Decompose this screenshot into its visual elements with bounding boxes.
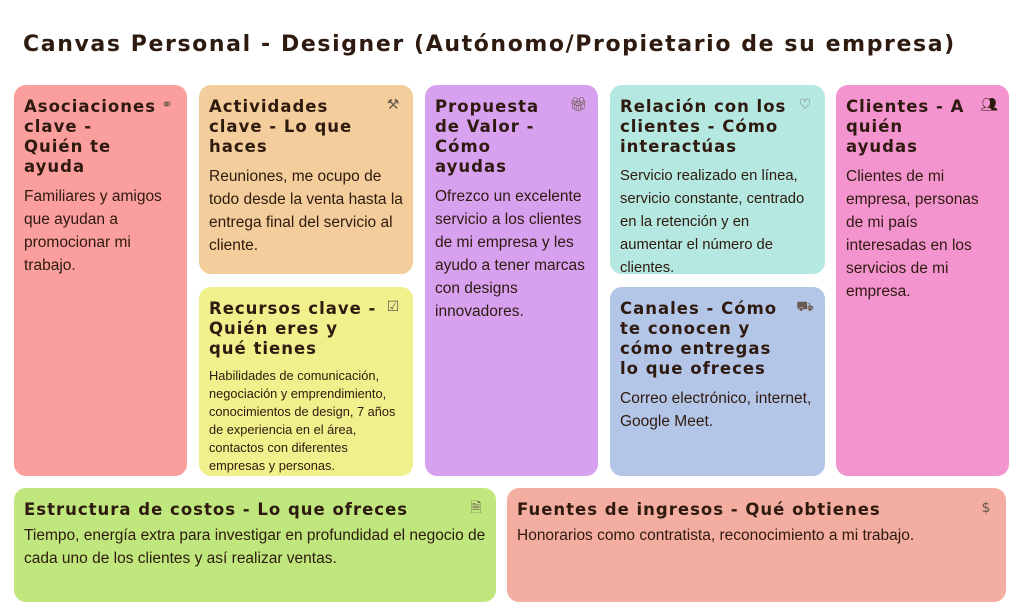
card-heading: Fuentes de ingresos - Qué obtienes xyxy=(517,500,881,519)
card-recursos xyxy=(199,287,413,476)
card-body: Familiares y amigos que ayudan a promocionar mi trabajo. xyxy=(24,188,162,274)
money-box-icon: $ xyxy=(981,500,991,516)
worker-icon: ⚒ xyxy=(386,97,400,113)
ballot-box-icon: ☑ xyxy=(386,299,400,315)
card-canales xyxy=(610,287,825,476)
card-ingresos xyxy=(507,488,1006,602)
card-body: Ofrezco un excelente servicio a los clientes de mi empresa y les ayudo a tener marcas con designs innovadores. xyxy=(435,188,585,320)
card-body: Correo electrónico, internet, Google Meet. xyxy=(620,390,812,430)
rings-icon: ⚭ xyxy=(161,97,173,113)
card-clientes xyxy=(836,85,1009,476)
card-body: Tiempo, energía extra para investigar en profundidad el negocio de cada uno de los clientes y así realizar ventas. xyxy=(24,527,486,567)
document-icon: 🗎 xyxy=(470,500,482,516)
truck-icon: ⛟ xyxy=(796,299,814,315)
card-heading: Recursos clave - Quién eres y qué tienes xyxy=(209,299,377,358)
card-body: Servicio realizado en línea, servicio constante, centrado en la retención y en aumentar el número de clientes. xyxy=(620,168,805,276)
users-icon: 👥︎ xyxy=(980,97,998,113)
card-body: Habilidades de comunicación, negociación y emprendimiento, conocimientos de design, 7 años de experiencia en el área, contactos con diferentes empresas y personas. xyxy=(209,368,396,473)
gift-icon: 🎁︎ xyxy=(569,97,587,113)
card-relacion xyxy=(610,85,825,274)
card-body: Reuniones, me ocupo de todo desde la venta hasta la entrega final del servicio al cliente. xyxy=(209,168,403,254)
card-actividades xyxy=(199,85,413,274)
card-heading: Canales - Cómo te conocen y cómo entregas lo que ofreces xyxy=(620,299,778,378)
card-propuesta xyxy=(425,85,598,476)
page-title: Canvas Personal - Designer (Autónomo/Propietario de su empresa) xyxy=(23,32,956,57)
card-body: Clientes de mi empresa, personas de mi país interesadas en los servicios de mi empresa. xyxy=(846,168,979,300)
card-heading: Relación con los clientes - Cómo interactúas xyxy=(620,97,787,156)
card-heading: Asociaciones clave - Quién te ayuda xyxy=(24,97,157,176)
card-heading: Propuesta de Valor - Cómo ayudas xyxy=(435,97,540,176)
card-heading: Actividades clave - Lo que haces xyxy=(209,97,353,156)
heart-icon: ♡ xyxy=(798,97,812,113)
card-heading: Estructura de costos - Lo que ofreces xyxy=(24,500,409,519)
card-costos xyxy=(14,488,496,602)
card-body: Honorarios como contratista, reconocimiento a mi trabajo. xyxy=(517,527,915,544)
card-asociaciones xyxy=(14,85,187,476)
card-heading: Clientes - A quién ayudas xyxy=(846,97,965,156)
